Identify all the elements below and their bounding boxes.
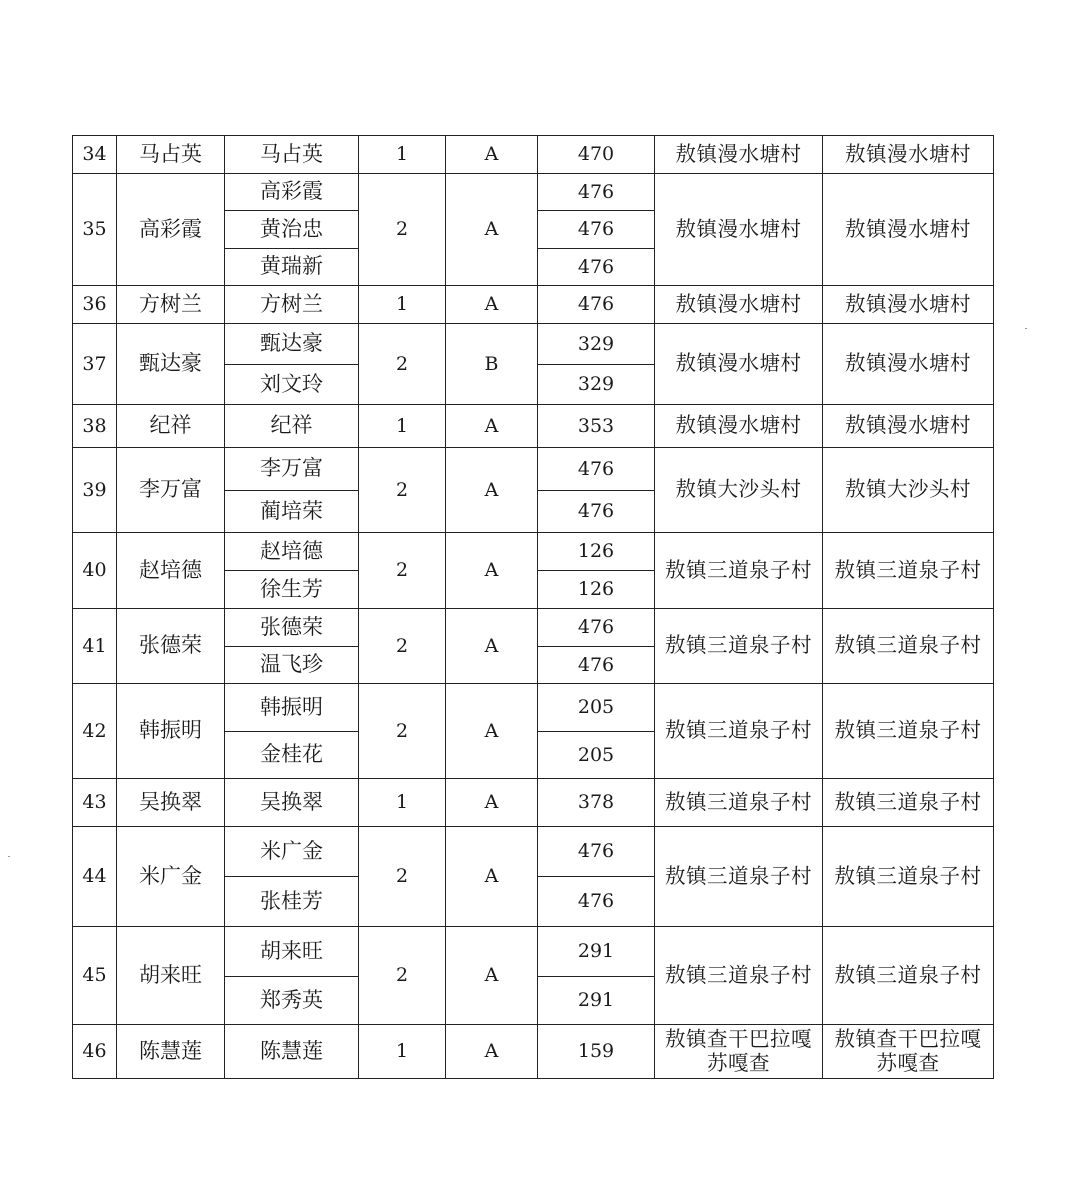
household-head-cell: 李万富	[117, 448, 225, 533]
serial-number-cell: 38	[73, 405, 117, 448]
amount-cell: 476	[538, 609, 655, 647]
household-count-cell: 1	[359, 1025, 446, 1079]
table-row	[73, 448, 994, 491]
address-village-cell	[823, 533, 994, 609]
member-name-cell: 马占英	[225, 136, 359, 174]
village-cell	[655, 609, 823, 684]
address-village-cell	[823, 136, 994, 174]
household-head-cell: 米广金	[117, 827, 225, 927]
amount-cell: 470	[538, 136, 655, 174]
member-name-cell: 纪祥	[225, 405, 359, 448]
village-line: 敖镇大沙头村	[675, 477, 802, 502]
household-head-cell: 陈慧莲	[117, 1025, 225, 1079]
village-cell	[655, 448, 823, 533]
amount-cell: 476	[538, 827, 655, 877]
amount-cell: 329	[538, 365, 655, 405]
address-village-cell	[823, 405, 994, 448]
grade-cell: A	[446, 684, 538, 779]
village-line: 苏嘎查	[876, 1050, 940, 1075]
grade-cell: A	[446, 827, 538, 927]
amount-cell: 329	[538, 324, 655, 365]
household-head-cell: 方树兰	[117, 286, 225, 324]
village-line: 敖镇三道泉子村	[665, 557, 812, 582]
household-count-cell: 2	[359, 174, 446, 286]
member-name-cell: 郑秀英	[225, 977, 359, 1025]
grade-cell: A	[446, 448, 538, 533]
grade-cell: A	[446, 1025, 538, 1079]
amount-cell: 476	[538, 211, 655, 249]
grade-cell: A	[446, 927, 538, 1025]
address-village-cell	[823, 779, 994, 827]
scan-speck	[8, 856, 10, 857]
village-line: 敖镇漫水塘村	[675, 351, 802, 376]
village-line: 敖镇三道泉子村	[665, 962, 812, 987]
amount-cell: 205	[538, 732, 655, 779]
village-line: 敖镇漫水塘村	[675, 216, 802, 241]
serial-number-cell: 44	[73, 827, 117, 927]
member-name-cell: 徐生芳	[225, 571, 359, 609]
household-head-cell: 张德荣	[117, 609, 225, 684]
household-count-cell: 1	[359, 779, 446, 827]
village-line: 敖镇三道泉子村	[665, 789, 812, 814]
amount-cell: 476	[538, 286, 655, 324]
grade-cell: B	[446, 324, 538, 405]
grade-cell: A	[446, 533, 538, 609]
village-line: 敖镇查干巴拉嘎	[834, 1026, 982, 1051]
amount-cell: 476	[538, 448, 655, 491]
member-name-cell: 温飞珍	[225, 647, 359, 684]
serial-number-cell: 41	[73, 609, 117, 684]
amount-cell: 378	[538, 779, 655, 827]
serial-number-cell: 34	[73, 136, 117, 174]
serial-number-cell: 46	[73, 1025, 117, 1079]
table-row	[73, 405, 994, 448]
village-line: 敖镇三道泉子村	[665, 718, 812, 743]
scan-speck	[1025, 328, 1027, 329]
village-line: 敖镇漫水塘村	[845, 413, 971, 438]
address-village-cell	[823, 286, 994, 324]
amount-cell: 291	[538, 977, 655, 1025]
serial-number-cell: 45	[73, 927, 117, 1025]
roster-table	[72, 135, 994, 1079]
member-name-cell: 陈慧莲	[225, 1025, 359, 1079]
table-row	[73, 286, 994, 324]
member-name-cell: 黄瑞新	[225, 249, 359, 286]
table-row	[73, 684, 994, 732]
address-village-cell	[823, 174, 994, 286]
village-line: 敖镇漫水塘村	[845, 216, 971, 241]
table-row	[73, 927, 994, 977]
table-row	[73, 827, 994, 877]
village-line: 敖镇三道泉子村	[665, 633, 812, 658]
table-row	[73, 324, 994, 365]
member-name-cell: 吴换翠	[225, 779, 359, 827]
village-line: 敖镇漫水塘村	[845, 291, 971, 316]
amount-cell: 159	[538, 1025, 655, 1079]
village-cell	[655, 405, 823, 448]
village-cell	[655, 1025, 823, 1079]
member-name-cell: 李万富	[225, 448, 359, 491]
member-name-cell: 赵培德	[225, 533, 359, 571]
member-name-cell: 张桂芳	[225, 877, 359, 927]
village-line: 敖镇漫水塘村	[845, 141, 971, 166]
village-cell	[655, 827, 823, 927]
table-row	[73, 779, 994, 827]
household-head-cell: 马占英	[117, 136, 225, 174]
table-row	[73, 136, 994, 174]
member-name-cell: 米广金	[225, 827, 359, 877]
household-head-cell: 韩振明	[117, 684, 225, 779]
member-name-cell: 张德荣	[225, 609, 359, 647]
village-line: 敖镇三道泉子村	[834, 962, 982, 987]
serial-number-cell: 40	[73, 533, 117, 609]
village-line: 敖镇三道泉子村	[834, 633, 982, 658]
village-cell	[655, 533, 823, 609]
serial-number-cell: 35	[73, 174, 117, 286]
serial-number-cell: 36	[73, 286, 117, 324]
village-cell	[655, 286, 823, 324]
household-count-cell: 1	[359, 405, 446, 448]
household-count-cell: 1	[359, 136, 446, 174]
address-village-cell	[823, 448, 994, 533]
household-count-cell: 2	[359, 609, 446, 684]
table-row	[73, 1025, 994, 1079]
village-line: 敖镇三道泉子村	[834, 718, 982, 743]
village-line: 敖镇漫水塘村	[675, 413, 802, 438]
household-count-cell: 2	[359, 827, 446, 927]
member-name-cell: 金桂花	[225, 732, 359, 779]
village-cell	[655, 174, 823, 286]
grade-cell: A	[446, 609, 538, 684]
table-row	[73, 533, 994, 571]
household-count-cell: 2	[359, 684, 446, 779]
village-cell	[655, 779, 823, 827]
village-line: 敖镇三道泉子村	[834, 789, 982, 814]
grade-cell: A	[446, 286, 538, 324]
member-name-cell: 高彩霞	[225, 174, 359, 211]
grade-cell: A	[446, 779, 538, 827]
grade-cell: A	[446, 136, 538, 174]
member-name-cell: 韩振明	[225, 684, 359, 732]
address-village-cell	[823, 609, 994, 684]
grade-cell: A	[446, 174, 538, 286]
household-count-cell: 2	[359, 927, 446, 1025]
household-count-cell: 2	[359, 448, 446, 533]
amount-cell: 291	[538, 927, 655, 977]
household-head-cell: 胡来旺	[117, 927, 225, 1025]
village-line: 敖镇漫水塘村	[675, 141, 802, 166]
household-head-cell: 纪祥	[117, 405, 225, 448]
grade-cell: A	[446, 405, 538, 448]
amount-cell: 476	[538, 877, 655, 927]
village-cell	[655, 136, 823, 174]
member-name-cell: 胡来旺	[225, 927, 359, 977]
village-cell	[655, 324, 823, 405]
household-head-cell: 高彩霞	[117, 174, 225, 286]
village-cell	[655, 927, 823, 1025]
village-line: 苏嘎查	[707, 1050, 770, 1075]
address-village-cell	[823, 927, 994, 1025]
address-village-cell	[823, 684, 994, 779]
village-line: 敖镇漫水塘村	[675, 291, 802, 316]
household-count-cell: 2	[359, 324, 446, 405]
serial-number-cell: 39	[73, 448, 117, 533]
amount-cell: 476	[538, 647, 655, 684]
amount-cell: 353	[538, 405, 655, 448]
address-village-cell	[823, 324, 994, 405]
village-line: 敖镇三道泉子村	[834, 863, 982, 888]
member-name-cell: 刘文玲	[225, 365, 359, 405]
village-line: 敖镇三道泉子村	[665, 863, 812, 888]
amount-cell: 476	[538, 491, 655, 533]
table-row	[73, 609, 994, 647]
member-name-cell: 甄达豪	[225, 324, 359, 365]
household-head-cell: 吴换翠	[117, 779, 225, 827]
member-name-cell: 方树兰	[225, 286, 359, 324]
amount-cell: 476	[538, 249, 655, 286]
household-head-cell: 甄达豪	[117, 324, 225, 405]
serial-number-cell: 43	[73, 779, 117, 827]
village-line: 敖镇查干巴拉嘎	[665, 1026, 812, 1051]
village-line: 敖镇漫水塘村	[845, 351, 971, 376]
member-name-cell: 黄治忠	[225, 211, 359, 249]
household-count-cell: 2	[359, 533, 446, 609]
address-village-cell	[823, 827, 994, 927]
member-name-cell: 蔺培荣	[225, 491, 359, 533]
household-count-cell: 1	[359, 286, 446, 324]
village-line: 敖镇三道泉子村	[834, 557, 982, 582]
village-line: 敖镇大沙头村	[845, 477, 971, 502]
amount-cell: 126	[538, 571, 655, 609]
serial-number-cell: 37	[73, 324, 117, 405]
household-head-cell: 赵培德	[117, 533, 225, 609]
address-village-cell	[823, 1025, 994, 1079]
serial-number-cell: 42	[73, 684, 117, 779]
village-cell	[655, 684, 823, 779]
amount-cell: 126	[538, 533, 655, 571]
amount-cell: 205	[538, 684, 655, 732]
table-row	[73, 174, 994, 211]
amount-cell: 476	[538, 174, 655, 211]
